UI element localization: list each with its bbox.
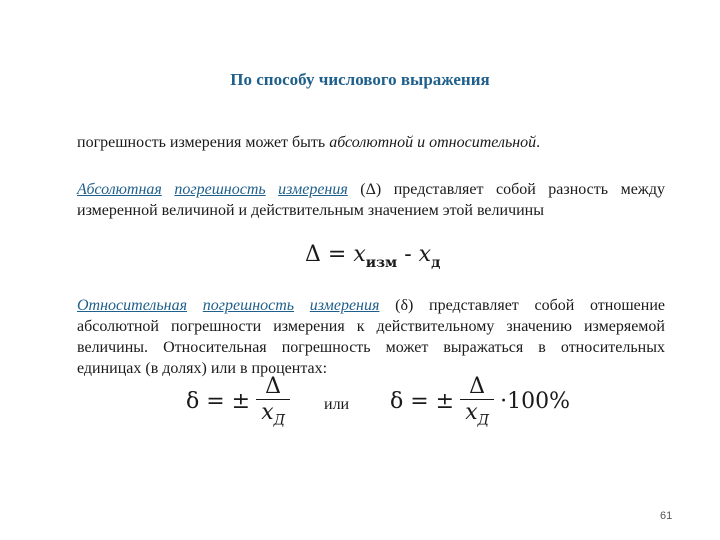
x-actual: x [418, 242, 432, 267]
sub-measured: изм [365, 255, 398, 271]
percent-multiplier: ·100% [500, 388, 570, 414]
fraction-denominator-2 [465, 400, 489, 428]
term-measurement-2: измерения [309, 297, 380, 314]
or-label: или [324, 396, 350, 413]
term-absolute: Абсолютная [77, 181, 162, 198]
intro-text: погрешность измерения может быть [77, 134, 330, 151]
fraction-2 [460, 374, 494, 428]
formula-lhs: δ = ± [186, 388, 251, 414]
fraction-denominator [261, 400, 285, 428]
den-x-2: x [465, 400, 478, 425]
absolute-error-formula [305, 242, 440, 271]
term-error-2: погрешность [202, 297, 295, 314]
absolute-error-definition: (Δ) представляет собой разность между измеренной величиной и действительным значением этой величины [77, 181, 665, 219]
delta-symbol: Δ [305, 242, 321, 267]
term-error: погрешность [174, 181, 266, 198]
intro-paragraph [77, 132, 665, 153]
relative-error-percent-formula [390, 374, 570, 428]
den-sub: Д [273, 412, 286, 429]
term-relative: Относительная [77, 297, 188, 314]
page-number: 61 [660, 510, 673, 522]
page-title: По способу числового выражения [230, 70, 490, 89]
equals-sign: = [320, 242, 354, 267]
fraction-numerator: Δ [265, 374, 282, 399]
relative-error-paragraph [77, 295, 665, 379]
intro-emphasis: абсолютной и относительной [329, 134, 537, 151]
fraction-numerator-2: Δ [469, 374, 486, 399]
x-measured: x [353, 242, 366, 267]
relative-error-formula [186, 374, 296, 428]
relative-error-definition: (δ) представляет собой отношение абсолютной погрешности измерения к действительному значению измеряемой величины. Относительная погрешность может выражаться в относительных единицах (в долях) или в процентах: [77, 297, 666, 377]
fraction [256, 374, 290, 428]
term-measurement: измерения [278, 181, 348, 198]
den-x: x [261, 400, 274, 425]
intro-end: . [536, 134, 541, 151]
sub-actual: д [431, 255, 441, 271]
den-sub-2: Д [477, 412, 490, 429]
minus-sign: - [397, 242, 419, 267]
formula-lhs-2: δ = ± [390, 388, 455, 414]
absolute-error-paragraph [77, 179, 665, 221]
